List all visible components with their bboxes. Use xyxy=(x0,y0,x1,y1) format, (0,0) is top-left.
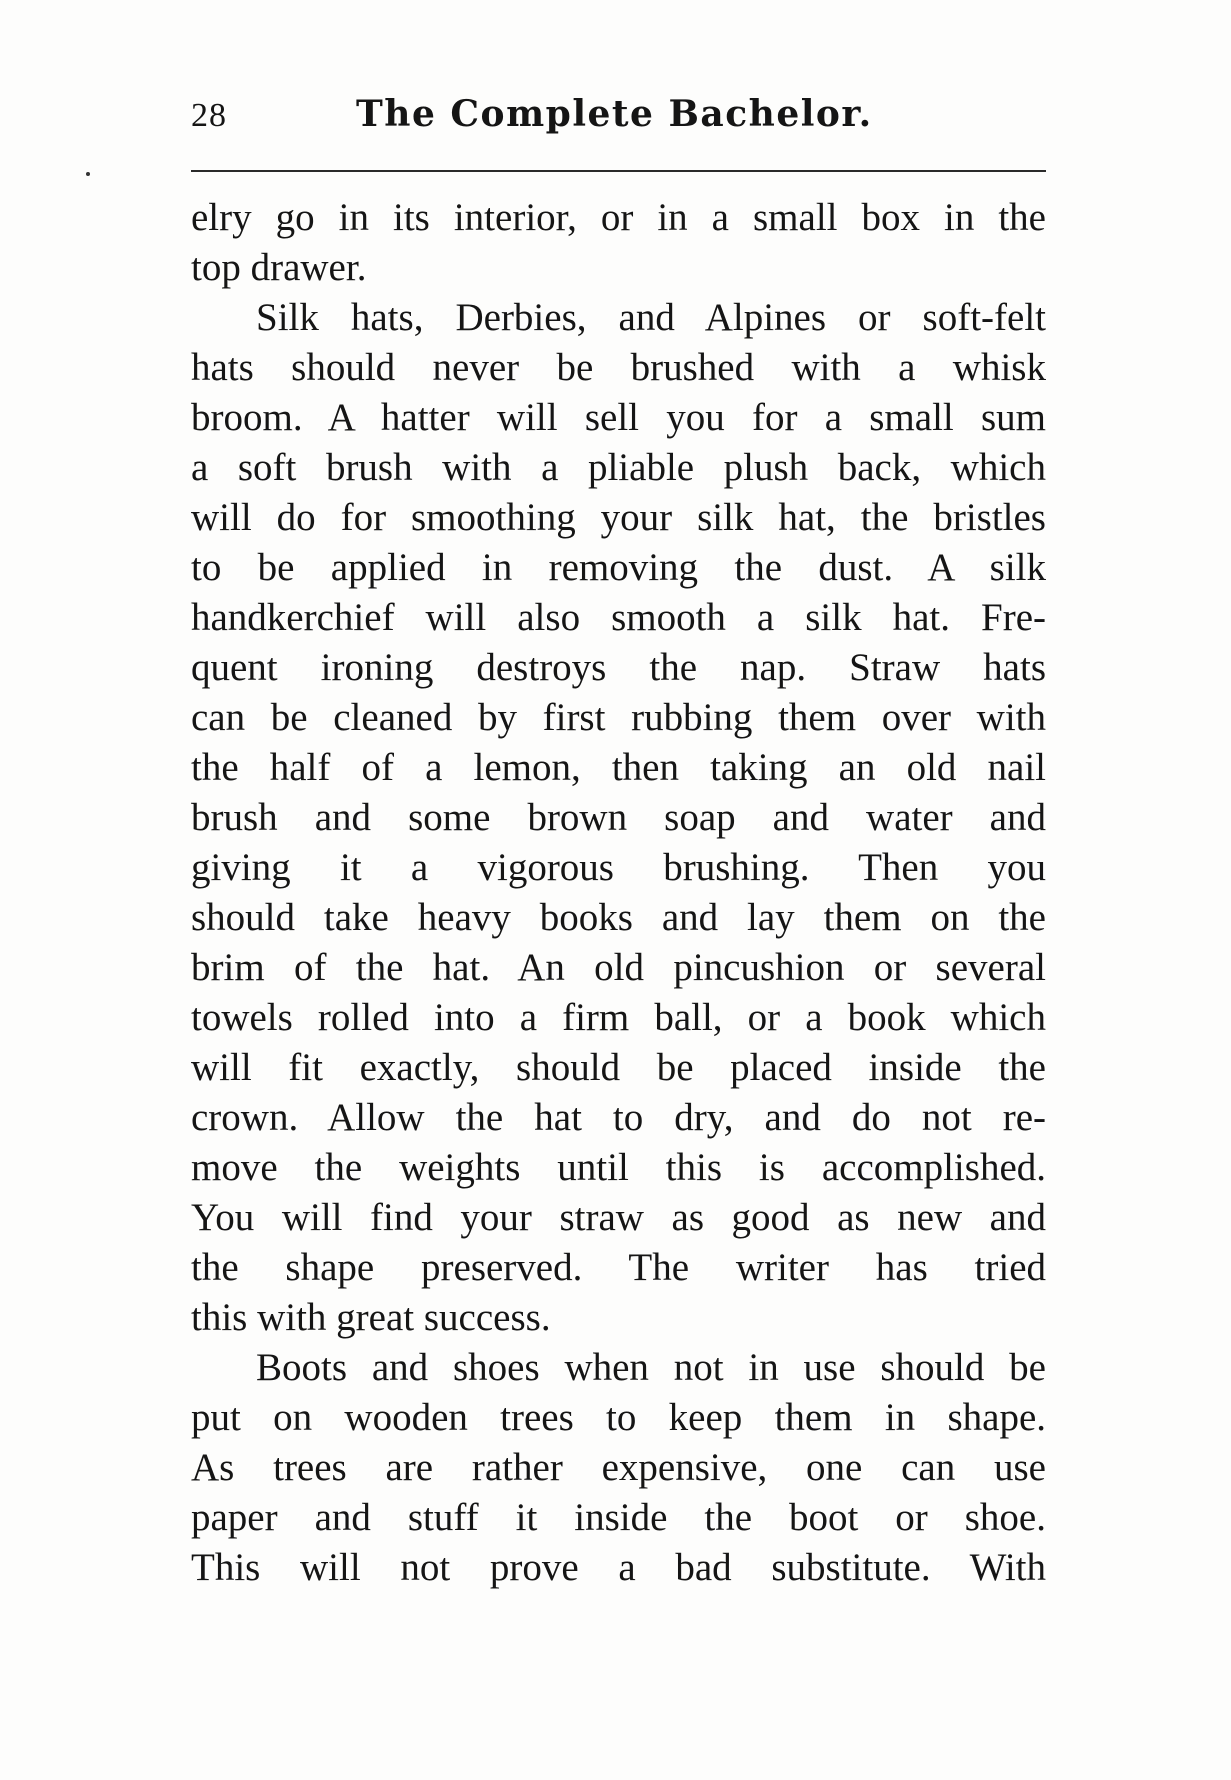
page-header xyxy=(191,95,1046,151)
text-line: will fit exactly, should be placed inside the xyxy=(191,1046,1046,1089)
text-line: brush and some brown soap and water and xyxy=(191,796,1046,839)
text-line: the half of a lemon, then taking an old nail xyxy=(191,746,1046,789)
text-line: put on wooden trees to keep them in shape. xyxy=(191,1396,1046,1439)
text-line: brim of the hat. An old pincushion or several xyxy=(191,946,1046,989)
text-line: This will not prove a bad substitute. With xyxy=(191,1546,1046,1589)
text-line: this with great success. xyxy=(191,1296,551,1339)
running-title: The Complete Bachelor. xyxy=(356,93,873,135)
text-line: As trees are rather expensive, one can use xyxy=(191,1446,1046,1489)
text-line: broom. A hatter will sell you for a small sum xyxy=(191,396,1046,439)
text-line: Silk hats, Derbies, and Alpines or soft-felt xyxy=(256,296,1046,339)
page-number: 28 xyxy=(191,97,227,134)
text-line: hats should never be brushed with a whisk xyxy=(191,346,1046,389)
text-line: should take heavy books and lay them on the xyxy=(191,896,1046,939)
text-line: to be applied in removing the dust. A silk xyxy=(191,546,1046,589)
text-line: the shape preserved. The writer has tried xyxy=(191,1246,1046,1289)
text-line: a soft brush with a pliable plush back, which xyxy=(191,446,1046,489)
text-line: move the weights until this is accomplished. xyxy=(191,1146,1046,1189)
body-text xyxy=(191,193,1046,1593)
text-line: handkerchief will also smooth a silk hat. Fre- xyxy=(191,596,1046,639)
header-rule xyxy=(191,170,1046,172)
text-line: can be cleaned by first rubbing them over with xyxy=(191,696,1046,739)
text-line: You will find your straw as good as new and xyxy=(191,1196,1046,1239)
text-line: quent ironing destroys the nap. Straw hats xyxy=(191,646,1046,689)
text-line: will do for smoothing your silk hat, the bristles xyxy=(191,496,1046,539)
text-line: top drawer. xyxy=(191,246,367,289)
text-line: crown. Allow the hat to dry, and do not re- xyxy=(191,1096,1046,1139)
text-line: giving it a vigorous brushing. Then you xyxy=(191,846,1046,889)
text-line: towels rolled into a firm ball, or a book which xyxy=(191,996,1046,1039)
printer-speck xyxy=(86,172,90,176)
text-line: paper and stuff it inside the boot or shoe. xyxy=(191,1496,1046,1539)
text-line: Boots and shoes when not in use should be xyxy=(256,1346,1046,1389)
text-line: elry go in its interior, or in a small box in the xyxy=(191,196,1046,239)
